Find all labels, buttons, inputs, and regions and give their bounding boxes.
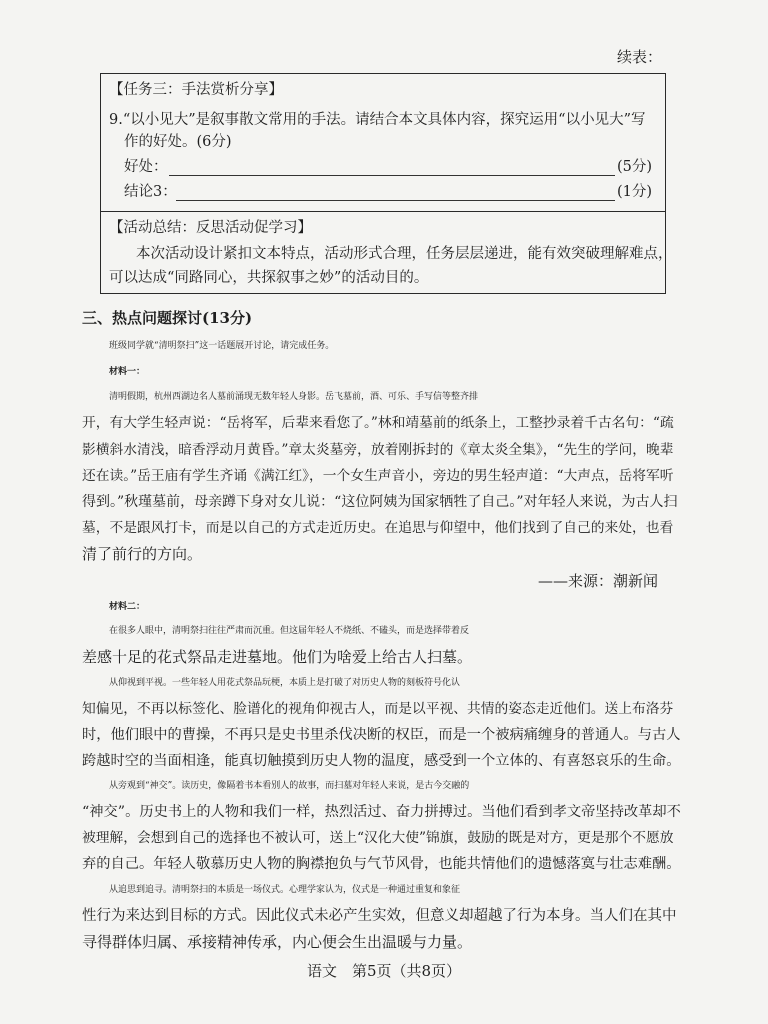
- material-2-line: 在很多人眼中，清明祭扫往往严肃而沉重。但这届年轻人不烧纸、不磕头，而是选择带着反: [109, 626, 470, 636]
- task3-section: [101, 74, 665, 211]
- material-2-line: 从追思到追寻。清明祭扫的本质是一场仪式。心理学家认为，仪式是一种通过重复和象征: [109, 885, 461, 895]
- summary-header: 【活动总结：反思活动促学习】: [109, 220, 312, 236]
- task3-header: 【任务三：手法赏析分享】: [109, 82, 283, 98]
- conclusion-answer-line[interactable]: [176, 186, 615, 201]
- material-2-line: 知偏见，不再以标签化、脸谱化的视角仰视古人，而是以平视、共情的姿态走近他们。送上布洛芬: [82, 701, 674, 717]
- question-9-line1: 9.“以小见大”是叙事散文常用的手法。请结合本文具体内容，探究运用“以小见大”写: [109, 112, 646, 128]
- material-1-line: 墓，不是跟风打卡，而是以自己的方式走近历史。在追思与仰望中，他们找到了自己的来处，也看: [82, 520, 674, 536]
- benefit-answer-line[interactable]: [169, 161, 615, 176]
- summary-section: [101, 213, 673, 295]
- material-2-line: 差感十足的花式祭品走进墓地。他们为啥爱上给古人扫墓。: [82, 648, 473, 666]
- continuation-label: 续表：: [616, 48, 662, 66]
- summary-line-2: 可以达成“同路同心，共探叙事之妙”的活动目的。: [109, 270, 429, 286]
- material-2-line: 时，他们眼中的曹操，不再只是史书里杀伐决断的权臣，而是一个被病痛缠身的普通人。与古人: [82, 727, 681, 743]
- benefit-points: (5分): [617, 159, 653, 175]
- material-2-line: 被理解，会想到自己的选择也不被认可，送上“汉化大使”锦旗，鼓励的既是对方，更是那个不愿放: [82, 830, 674, 846]
- material-1-line: 还在读。”岳王庙有学生齐诵《满江红》，一个女生声音小，旁边的男生轻声道：“大声点，岳将军听: [82, 468, 674, 484]
- material-1-line: 清明假期，杭州西湖边名人墓前涌现无数年轻人身影。岳飞墓前，酒、可乐、手写信等整齐排: [109, 392, 479, 402]
- material-2-line: 从仰视到平视。一些年轻人用花式祭品玩梗，本质上是打破了对历史人物的刻板符号化认: [109, 678, 461, 688]
- question-9-line2: 作的好处。(6分): [124, 134, 232, 150]
- material-2-line: 寻得群体归属、承接精神传承，内心便会生出温暖与力量。: [82, 933, 473, 951]
- section-3-title: 三、热点问题探讨(13分): [82, 309, 253, 327]
- material-2-line: 弃的自己。年轻人敬慕历史人物的胸襟抱负与气节风骨，也能共情他们的遗憾落寞与壮志难酬。: [82, 856, 681, 872]
- material-1-line: 开，有大学生轻声说：“岳将军，后辈来看您了。”林和靖墓前的纸条上，工整抄录着千古名句：“疏: [82, 415, 674, 431]
- material-1-line: 影横斜水清浅，暗香浮动月黄昏。”章太炎墓旁，放着刚拆封的《章太炎全集》，“先生的学问，晚辈: [82, 442, 674, 458]
- summary-line-1: 本次活动设计紧扣文本特点，活动形式合理，任务层层递进，能有效突破理解难点，: [136, 246, 673, 262]
- conclusion-label: 结论3：: [124, 184, 177, 200]
- material-2-line: “神交”。历史书上的人物和我们一样，热烈活过、奋力拼搏过。当他们看到孝文帝坚持改革却不: [82, 804, 681, 820]
- activity-table: [100, 73, 673, 294]
- section-3-intro: 班级同学就“清明祭扫”这一话题展开讨论，请完成任务。: [109, 341, 335, 351]
- material-2-line: 性行为来达到目标的方式。因此仪式未必产生实效，但意义却超越了行为本身。当人们在其中: [82, 908, 677, 924]
- material-1-line: 得到。”秋瑾墓前，母亲蹲下身对女儿说：“这位阿姨为国家牺牲了自己。”对年轻人来说，为古人扫: [82, 494, 678, 510]
- conclusion-points: (1分): [617, 184, 653, 200]
- material-2-line: 从旁观到“神交”。读历史，像隔着书本看别人的故事，而扫墓对年轻人来说，是古今交融的: [109, 781, 470, 791]
- benefit-label: 好处：: [124, 159, 168, 175]
- material-1-label: 材料一：: [109, 367, 146, 377]
- material-1-line: 清了前行的方向。: [82, 545, 203, 563]
- page-footer: 语文 第5页（共8页）: [306, 962, 462, 980]
- material-2-label: 材料二：: [109, 602, 146, 612]
- material-1-source: ——来源：潮新闻: [537, 572, 658, 590]
- table-divider: [101, 211, 665, 212]
- material-2-line: 跨越时空的当面相逢，能真切触摸到历史人物的温度，感受到一个立体的、有喜怒哀乐的生命。: [82, 753, 681, 769]
